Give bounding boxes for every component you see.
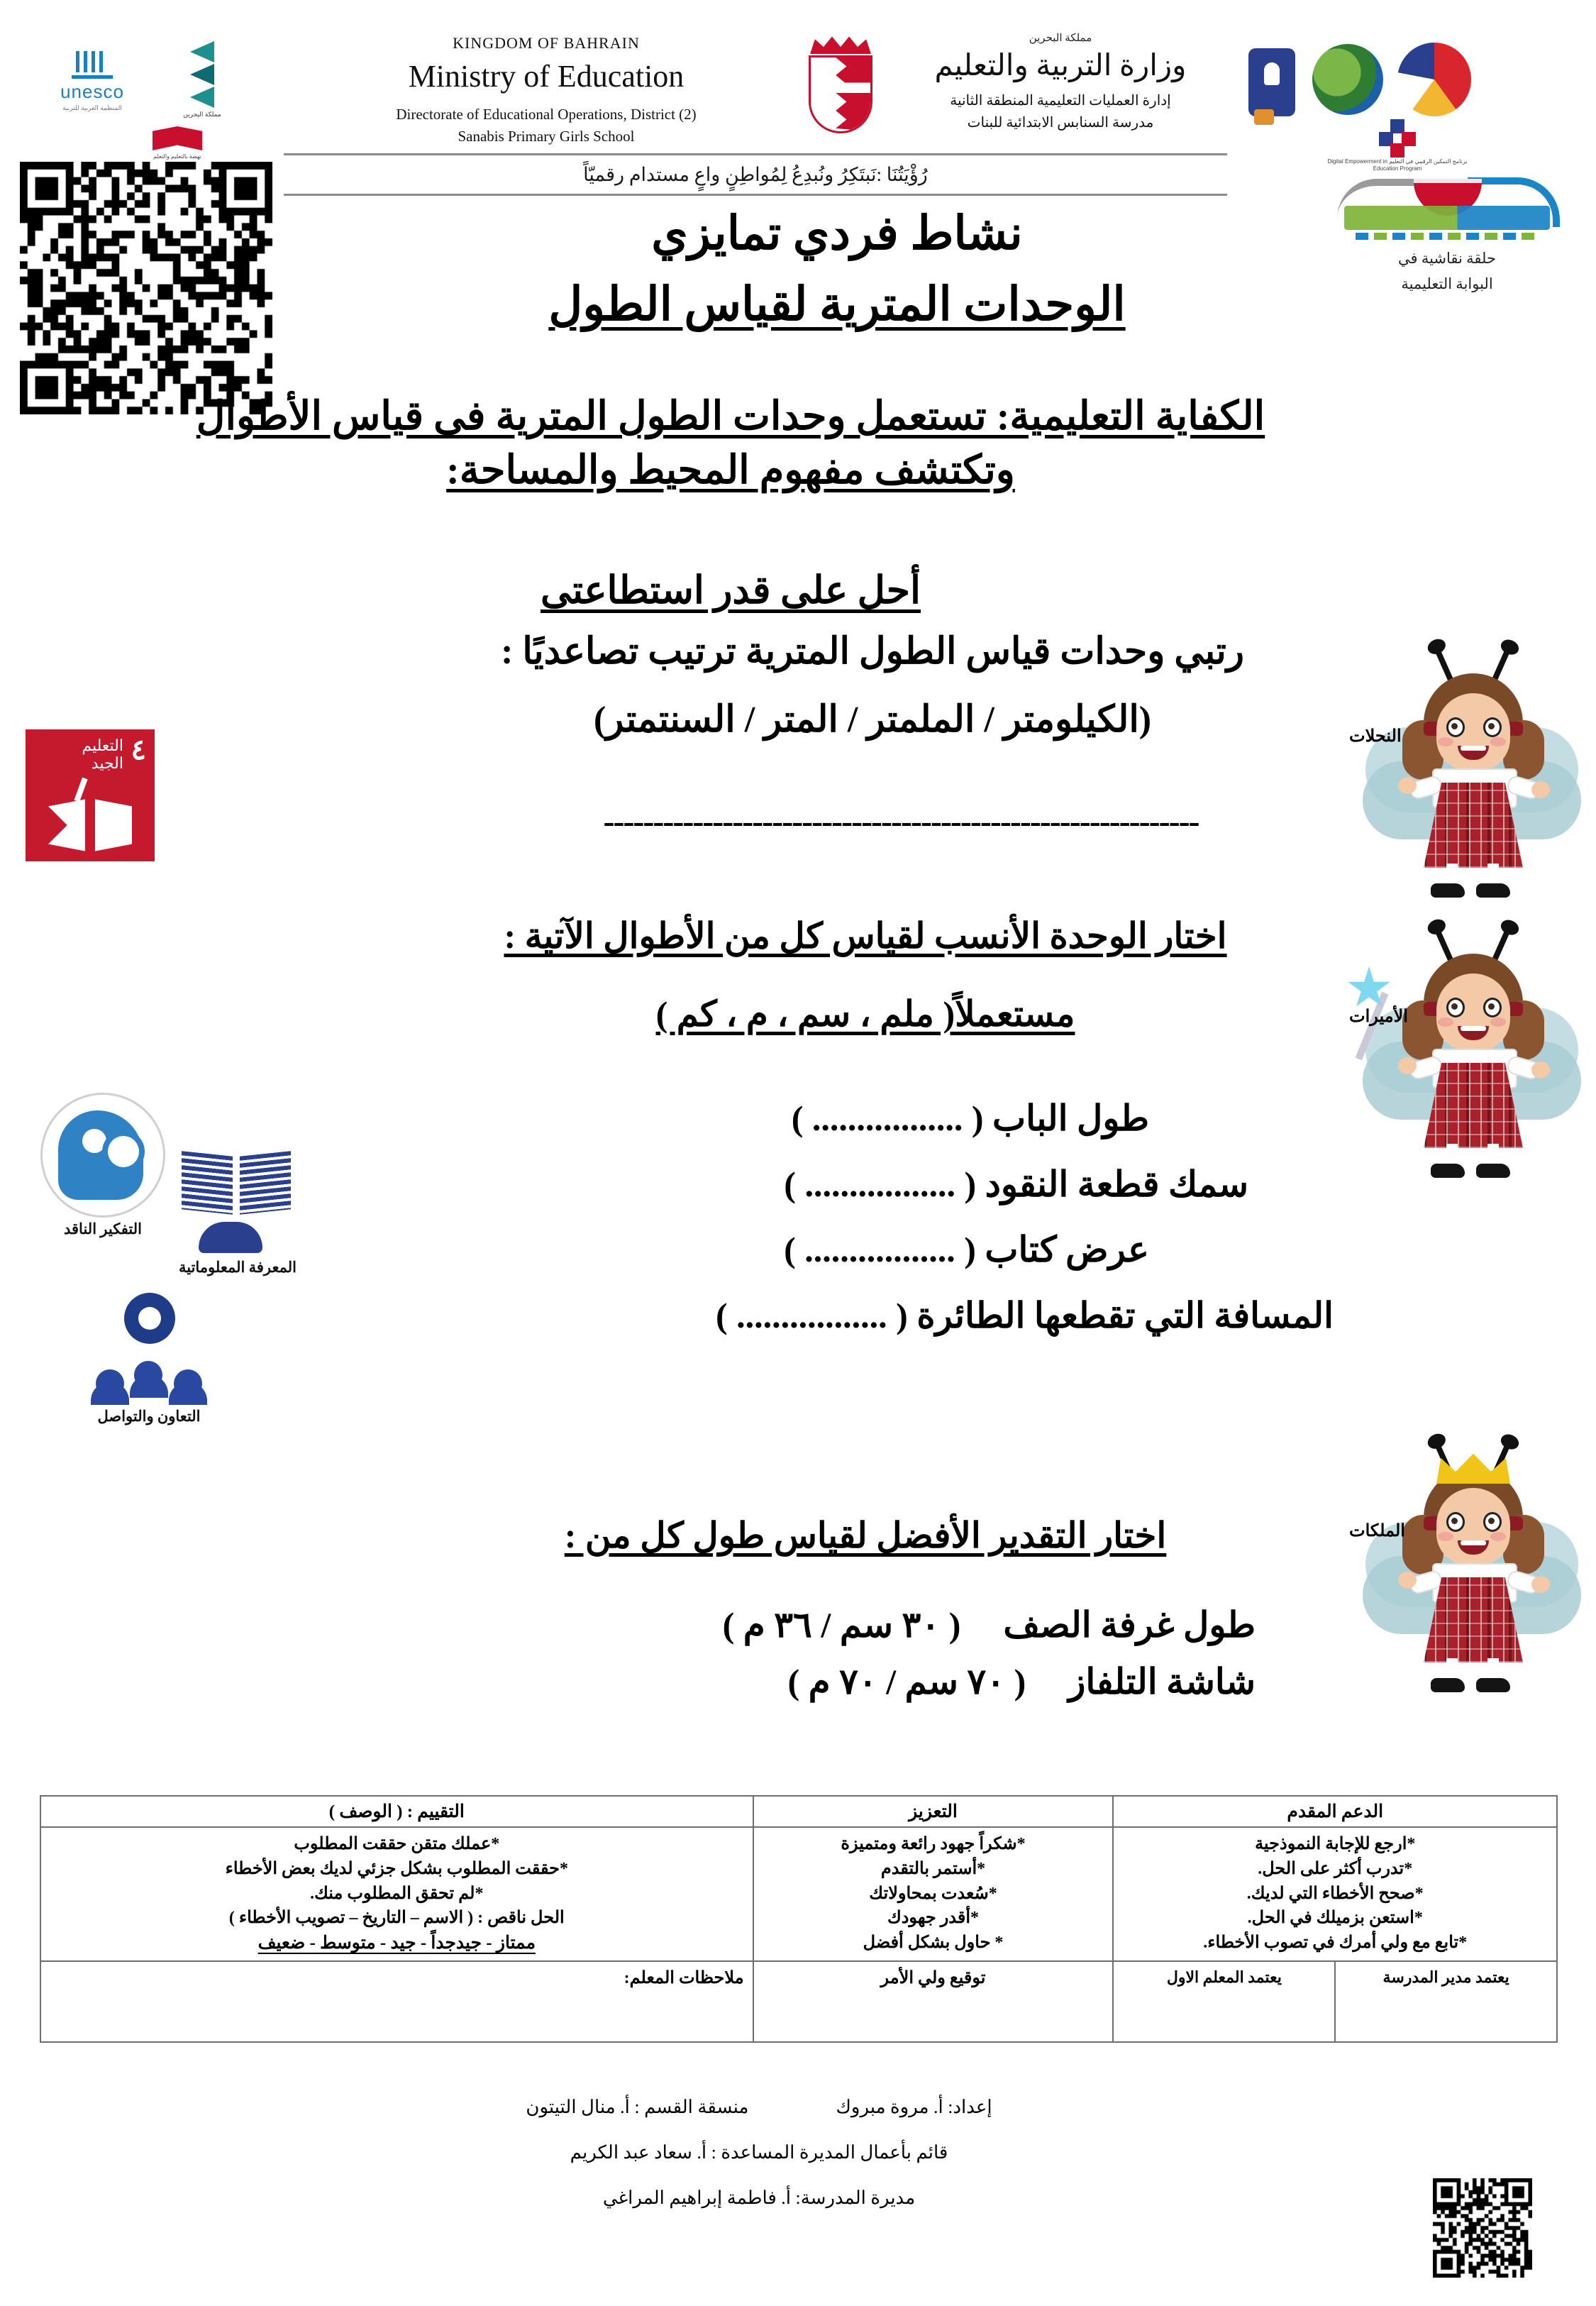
footer-line-1 (85, 2097, 1433, 2118)
support-item: *صحح الأخطاء التي لديك. (1246, 1884, 1424, 1903)
grade-scale[interactable] (50, 1931, 744, 1956)
level-statement: أحل على قدر استطاعتى (541, 569, 921, 612)
digital-program-label: برنامج التمكين الرقمي في التعليم Digital Empowerment in Education Program (1327, 158, 1468, 172)
header-reinforcement: التعزيز (753, 1796, 1114, 1827)
skill-label: المعرفة المعلوماتية (178, 1259, 297, 1276)
girl-illustration (1358, 1437, 1585, 1699)
skill-label: التعاون والتواصل (97, 1408, 201, 1425)
question-1 (319, 624, 1426, 748)
question-2-prompt: اختار الوحدة الأنسب لقياس كل من الأطوال الآتية : (504, 916, 1227, 956)
cell-support (1113, 1827, 1557, 1961)
education-logo-label: نهضة بالتعليم والتعلم (153, 153, 201, 160)
level-label: الملكات (1349, 1522, 1405, 1540)
sdg4-badge (26, 729, 155, 861)
competency-statement (128, 390, 1334, 497)
cell-reinforcement (753, 1827, 1114, 1961)
bahrain-emblem-icon (794, 35, 887, 149)
question-2-items (319, 1086, 1383, 1348)
q2-item (319, 1217, 1383, 1283)
ministry-label-en: Ministry of Education (408, 59, 685, 94)
footer-line-3: مديرة المدرسة: أ. فاطمة إبراهيم المراغي (602, 2188, 916, 2208)
lesson-title: الوحدات المترية لقياس الطول (548, 279, 1126, 331)
qr-code-bottom[interactable] (1433, 2178, 1532, 2278)
bahrain-teal-logo (156, 40, 248, 136)
q3-item (333, 1653, 1383, 1710)
q2-item-blank[interactable]: ( ................. ) (791, 1098, 984, 1138)
q2-item-blank[interactable]: ( ................. ) (716, 1295, 908, 1335)
unesco-logo (43, 47, 142, 125)
q2-item-blank[interactable]: ( ................. ) (784, 1164, 977, 1204)
q2-item (319, 1086, 1383, 1152)
girl-illustration (1358, 642, 1585, 905)
skill-label: التفكير الناقد (64, 1220, 142, 1237)
q3-item (333, 1596, 1383, 1653)
competency-line-2: وتكتشف مفهوم المحيط والمساحة: (446, 448, 1015, 492)
sdg-label-line2: الجيد (91, 754, 123, 773)
sdg-book-icon (48, 799, 132, 851)
reinforcement-item: *شكراً جهود رائعة ومتميزة (841, 1835, 1026, 1853)
signature-split-cell (1113, 1961, 1557, 2042)
question-3-items (333, 1596, 1383, 1710)
q2-item-text: المسافة التي تقطعها الطائرة (916, 1295, 1334, 1335)
document-header (0, 6, 1596, 172)
q3-item-options[interactable]: ( ٣٠ سم / ٣٦ م ) (722, 1605, 961, 1645)
crown-shape (810, 35, 871, 54)
digital-squares-icon (1379, 119, 1416, 156)
reinforcement-item: * حاول بشكل أفضل (863, 1933, 1004, 1953)
table-body-row (40, 1827, 1557, 1961)
cell-evaluation (40, 1827, 753, 1961)
chevron-icon (190, 87, 214, 108)
competency-line-1: الكفاية التعليمية: تستعمل وحدات الطول المترية فى قياس الأطوال (196, 395, 1265, 438)
shield-shape (809, 55, 872, 133)
footer-preparer: إعداد: أ. مروة مبروك (836, 2097, 992, 2117)
school-label-en: Sanabis Primary Girls School (458, 128, 635, 145)
header-support: الدعم المقدم (1113, 1796, 1557, 1827)
signature-row (40, 1961, 1557, 2042)
teacher-notes-cell[interactable]: ملاحظات المعلم: (40, 1961, 753, 2042)
unesco-temple-icon (72, 47, 113, 79)
chevron-icon (190, 41, 214, 62)
kingdom-label-ar: مملكة البحرين (1029, 33, 1092, 44)
q3-item-options[interactable]: ( ٧٠ سم / ٧٠ م ) (787, 1662, 1026, 1701)
document-footer (85, 2097, 1433, 2233)
level-character-princesses (1349, 922, 1589, 1185)
question-2-hint: مستعملاً( ملم ، سم ، م ، كم ) (655, 994, 1075, 1034)
portal-logo-icon (1330, 169, 1564, 237)
sdg-label-line1: التعليم (82, 737, 123, 754)
green-globe-logo-icon (1312, 44, 1383, 115)
principal-approval-cell[interactable]: يعتمد مدير المدرسة (1335, 1962, 1556, 2041)
assessment-table (40, 1795, 1558, 2043)
evaluation-item: *حققت المطلوب بشكل جزئي لديك بعض الأخطاء (225, 1859, 568, 1878)
q2-item-text: طول الباب (992, 1098, 1149, 1138)
unesco-label: unesco (60, 81, 124, 102)
support-item: *استعن بزميلك في الحل. (1247, 1909, 1423, 1928)
support-item: *ارجع للإجابة النموذجية (1255, 1835, 1416, 1853)
table-header-row (40, 1796, 1557, 1827)
unesco-sublabel: المنظمة العربية للتربية (62, 104, 122, 111)
guardian-signature-cell[interactable]: توقيع ولي الأمر (753, 1961, 1114, 2042)
question-3-prompt: اختار التقدير الأفضل لقياس طول كل من : (564, 1516, 1167, 1555)
header-evaluation: التقييم : ( الوصف ) (40, 1796, 753, 1827)
reinforcement-item: *أستمر بالتقدم (880, 1859, 986, 1878)
open-book-hand-icon (177, 1149, 298, 1256)
q2-item-text: سمك قطعة النقود (985, 1164, 1248, 1204)
skill-badge-collaboration (67, 1298, 231, 1425)
q2-item (319, 1283, 1383, 1349)
skill-badge-information-literacy (156, 1149, 319, 1276)
team-gear-icon (89, 1298, 209, 1405)
level-label: النحلات (1349, 727, 1402, 746)
vision-statement: رُؤْيَتُنَا :نَبتَكِرُ ونُبدِعُ لِمُواطِنٍ واعٍ مستدام رقميّاً (284, 153, 1227, 196)
level-character-queens (1349, 1437, 1589, 1699)
evaluation-item: *عملك متقن حققت المطلوب (294, 1835, 500, 1853)
kingdom-label-en: KINGDOM OF BAHRAIN (453, 34, 640, 52)
arabic-ministry-block (894, 31, 1227, 131)
logo-row (43, 27, 1553, 172)
head-gears-icon (40, 1093, 165, 1218)
ministry-label-ar: وزارة التربية والتعليم (934, 50, 1187, 82)
qr-code-top[interactable] (20, 162, 272, 414)
school-label-ar: مدرسة السنابس الابتدائية للبنات (967, 115, 1154, 131)
sdg-label (82, 737, 123, 773)
sdg-pencil-icon (74, 778, 87, 802)
q1-units-list: (الكيلومتر / الملمتر / المتر / السنتمتر) (593, 700, 1152, 740)
reinforcement-item: *سُعدت بمحاولاتك (869, 1884, 997, 1903)
level-label: الأميرات (1349, 1008, 1408, 1026)
footer-line-2: قائم بأعمال المديرة المساعدة : أ. سعاد عبد الكريم (570, 2142, 948, 2163)
english-ministry-block (298, 34, 794, 145)
q2-item (319, 1152, 1383, 1218)
educational-portal-badge (1305, 169, 1589, 296)
q1-answer-line[interactable]: ------------------------------------------------------------ (603, 802, 1199, 840)
evaluation-item: الحل ناقص : ( الاسم – التاريخ – تصويب الأخطاء ) (228, 1909, 565, 1928)
footer-coordinator: منسقة القسم : أ. منال التيتون (526, 2097, 749, 2117)
chevron-icon (190, 64, 214, 85)
q3-item-text: طول غرفة الصف (1003, 1605, 1256, 1645)
portal-caption-line2: البوابة التعليمية (1401, 275, 1493, 292)
open-book-icon (153, 126, 202, 150)
red-circle-logo-icon (1397, 43, 1471, 116)
q2-item-blank[interactable]: ( ................. ) (784, 1230, 976, 1269)
sdg-number: ٤ (131, 734, 146, 766)
support-item: *تدرب أكثر على الحل. (1258, 1859, 1413, 1878)
directorate-label-en: Directorate of Educational Operations, District (2) (396, 106, 697, 123)
evaluation-item: *لم تحقق المطلوب منك. (310, 1884, 484, 1903)
q1-prompt: رتبي وحدات قياس الطول المترية ترتيب تصاعديًا : (501, 631, 1244, 672)
activity-type-title: نشاط فردي تمايزي (651, 208, 1023, 260)
blue-book-logo-icon (1248, 48, 1295, 116)
portal-caption-line1: حلقة نقاشية في (1398, 250, 1496, 267)
grade-scale-text: ممتاز - جيدجداً - جيد - متوسط - ضعيف (257, 1933, 536, 1953)
bahrain-teal-label: مملكة البحرين (183, 111, 221, 118)
q2-item-text: عرض كتاب (985, 1230, 1149, 1269)
directorate-label-ar: إدارة العمليات التعليمية المنطقة الثانية (950, 93, 1171, 109)
reinforcement-item: *أقدر جهودك (887, 1909, 980, 1928)
q3-item-text: شاشة التلفاز (1068, 1662, 1256, 1701)
digital-empowerment-logo (1326, 119, 1468, 172)
level-character-bees (1349, 642, 1589, 905)
senior-teacher-approval-cell[interactable]: يعتمد المعلم الاول (1166, 1968, 1282, 1987)
girl-illustration (1358, 922, 1585, 1185)
support-item: *تابع مع ولي أمرك في تصوب الأخطاء. (1203, 1933, 1468, 1953)
